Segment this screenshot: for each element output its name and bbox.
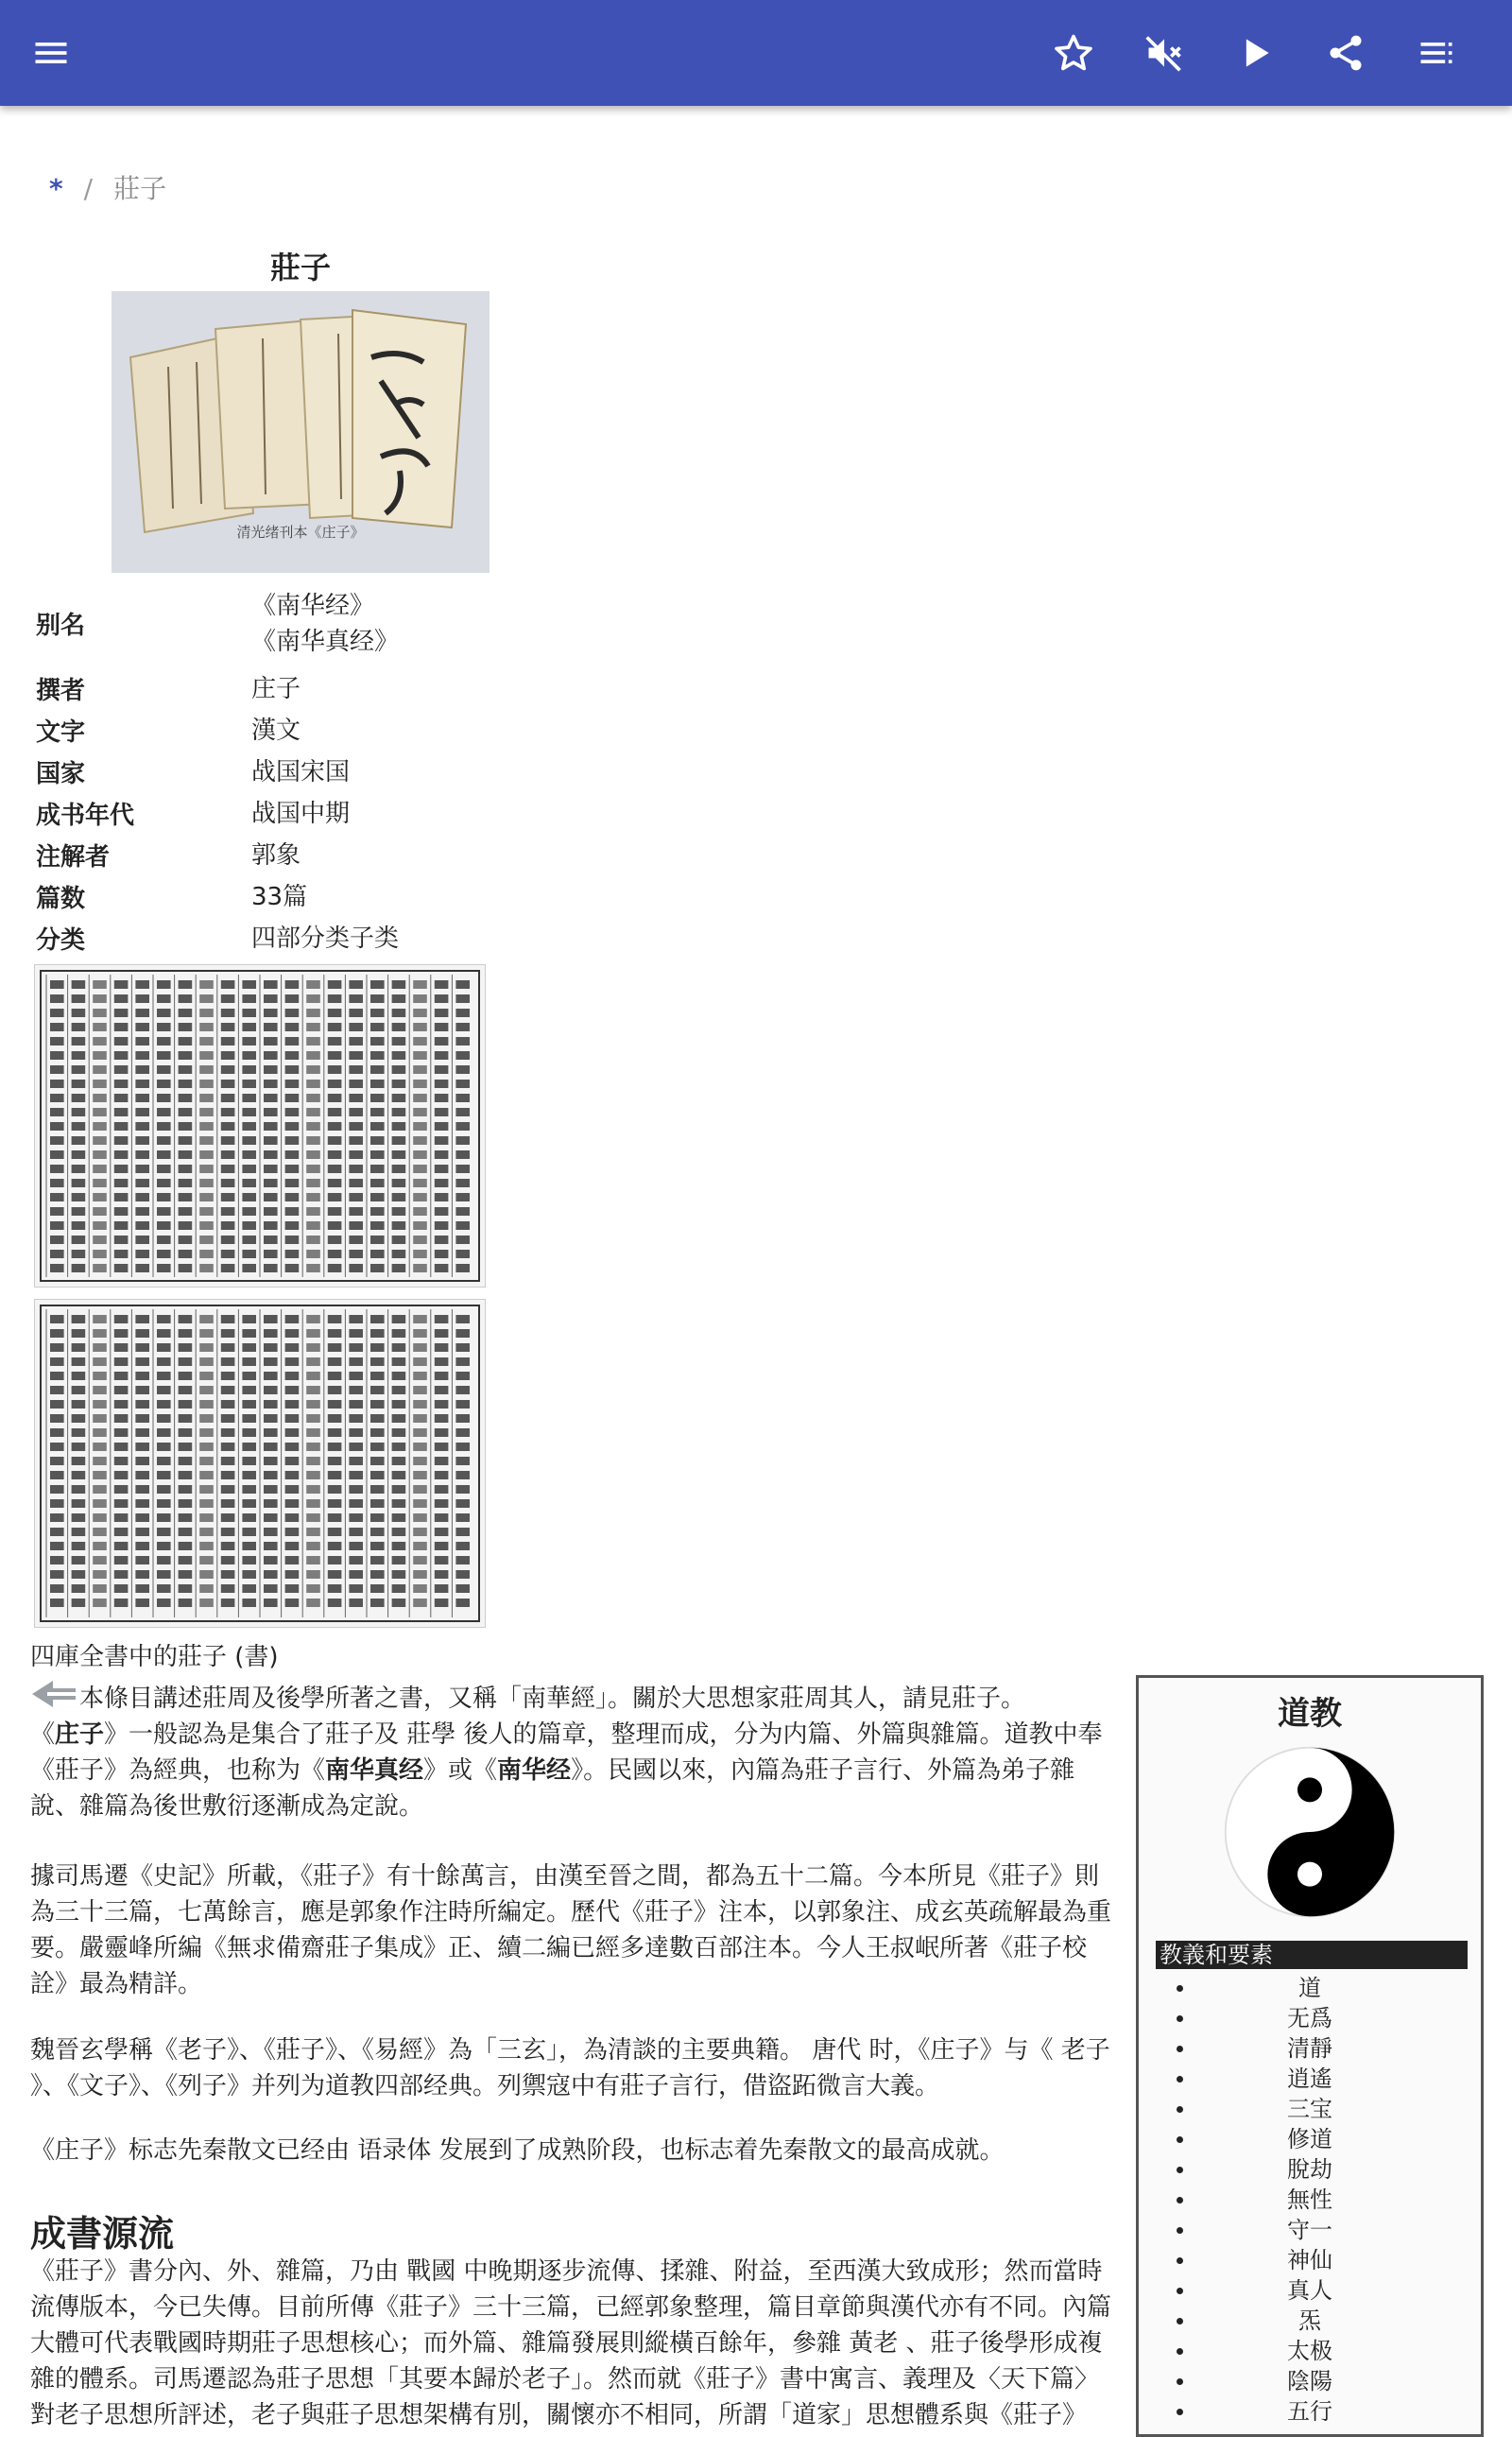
infobox-value-line[interactable]: 漢文 bbox=[251, 717, 301, 745]
infobox-value-line[interactable]: 《南华经》 bbox=[251, 592, 375, 620]
navbox-item[interactable] bbox=[1139, 2124, 1481, 2154]
xuanxue-text: 魏晉玄學稱《老子》、《莊子》、《易經》為「三玄」，為清談的主要典籍。 唐代 时，《庄子》与《 老子 》、《文子》、《列子》并列为道教四部经典。列禦寇中有莊子言行，借盜跖微言大義。 bbox=[30, 2036, 1110, 2100]
navbox-item-label: 太极 bbox=[1287, 2338, 1332, 2364]
infobox-row-value bbox=[251, 879, 629, 915]
infobox-value-line[interactable]: 郭象 bbox=[251, 841, 301, 870]
taoism-navbox bbox=[1136, 1675, 1484, 2437]
share-button[interactable] bbox=[1315, 23, 1376, 83]
contents-button[interactable] bbox=[1406, 23, 1467, 83]
navbox-item[interactable] bbox=[1139, 1973, 1481, 2003]
infobox-title: 莊子 bbox=[269, 250, 331, 285]
intro-text-1: 》一般認為是集合了莊子及 莊學 後人的篇章，整理而成，分为内篇、外篇與雜篇。道教中奉《莊子》為經典，也称为《 bbox=[30, 1720, 1103, 1785]
navbox-item[interactable] bbox=[1139, 2033, 1481, 2064]
navbox-item-label: 修道 bbox=[1287, 2126, 1332, 2152]
bold-alt-name-2: 南华经 bbox=[497, 1756, 572, 1785]
siku-scan-page-2[interactable] bbox=[34, 1299, 486, 1628]
history-text: 據司馬遷《史記》所載，《莊子》有十餘萬言，由漢至晉之間，都為五十二篇。今本所見《莊子》則為三十三篇，七萬餘言，應是郭象作注時所編定。歷代《莊子》注本，以郭象注、成玄英疏解最為重要。嚴靈峰所編《無求備齋莊子集成》正、續二編已經多達數百部注本。今人王叔岷所著《莊子校詮》最為精詳。 bbox=[30, 1862, 1112, 1998]
navbox-item[interactable] bbox=[1139, 2366, 1481, 2396]
menu-icon bbox=[30, 32, 72, 74]
infobox-value-line[interactable]: 33篇 bbox=[251, 883, 308, 911]
navbox-item-label: 真人 bbox=[1287, 2277, 1332, 2304]
navbox-item-label: 守一 bbox=[1287, 2217, 1332, 2243]
navbox-item-label: 脫劫 bbox=[1287, 2156, 1332, 2183]
navbox-item-label: 神仙 bbox=[1287, 2247, 1332, 2273]
breadcrumb-separator: / bbox=[83, 173, 94, 204]
navbox-item-label: 無性 bbox=[1287, 2186, 1332, 2213]
section-heading: 成書源流 bbox=[30, 2213, 175, 2255]
bullet-icon bbox=[1177, 2409, 1183, 2415]
star-outline-icon bbox=[1053, 32, 1094, 74]
navbox-item[interactable] bbox=[1139, 2215, 1481, 2245]
scan-image-2 bbox=[35, 1300, 485, 1627]
infobox-row-value bbox=[251, 713, 629, 749]
navbox-item-label: 道 bbox=[1298, 1975, 1321, 2001]
intro-text-2: 》或《 bbox=[423, 1756, 498, 1785]
menu-button[interactable] bbox=[21, 23, 81, 83]
infobox-row-value bbox=[251, 796, 629, 832]
scan-caption: 四庫全書中的莊子 (書) bbox=[30, 1643, 279, 1671]
navbox-item[interactable] bbox=[1139, 2275, 1481, 2306]
navbox-item[interactable] bbox=[1139, 2306, 1481, 2336]
infobox-row-label: 别名 bbox=[36, 612, 86, 640]
infobox-row-value bbox=[251, 921, 629, 957]
xuanxue-paragraph bbox=[30, 2032, 1115, 2104]
infobox-row-label: 文字 bbox=[36, 718, 86, 747]
bold-alt-name-1: 南华真经 bbox=[325, 1756, 424, 1785]
playlist-icon bbox=[1416, 32, 1457, 74]
bullet-icon bbox=[1177, 2167, 1183, 2173]
navbox-title[interactable]: 道教 bbox=[1278, 1695, 1342, 1733]
mute-button[interactable] bbox=[1134, 23, 1194, 83]
play-button[interactable] bbox=[1225, 23, 1285, 83]
hatnote-text: 本條目講述莊周及後學所著之書，又稱「南華經」。關於大思想家莊周其人，請見莊子。 bbox=[79, 1685, 1026, 1713]
bullet-icon bbox=[1177, 2227, 1183, 2234]
bullet-icon bbox=[1177, 2318, 1183, 2325]
infobox-book-photo[interactable] bbox=[112, 291, 490, 573]
bullet-icon bbox=[1177, 2378, 1183, 2385]
navbox-item[interactable] bbox=[1139, 2185, 1481, 2215]
navbox-item-label: 五行 bbox=[1287, 2398, 1332, 2425]
intro-text-3: 》。民國以來，內篇為莊子言行、外篇為弟子雜說、雜篇為後世敷衍逐漸成為定說。 bbox=[30, 1756, 1075, 1821]
bullet-icon bbox=[1177, 2046, 1183, 2052]
navbox-item[interactable] bbox=[1139, 2094, 1481, 2124]
bullet-icon bbox=[1177, 2015, 1183, 2022]
scan-image-1 bbox=[35, 965, 485, 1287]
infobox-row-label: 注解者 bbox=[36, 843, 111, 872]
prose-text: 《庄子》标志先秦散文已经由 语录体 发展到了成熟阶段，也标志着先秦散文的最高成就。 bbox=[30, 2136, 1005, 2165]
bullet-icon bbox=[1177, 2257, 1183, 2264]
bullet-icon bbox=[1177, 2348, 1183, 2355]
disambiguation-icon bbox=[28, 1675, 79, 1713]
infobox-row-label: 撰者 bbox=[36, 677, 86, 705]
intro-paragraph: 《庄子》一般認為是集合了莊子及 莊學 後人的篇章，整理而成，分为内篇、外篇與雜篇。道教中奉《莊子》為經典，也称为《南华真经》或《南华经》。民國以來，內篇為莊子言行、外篇為弟子雜說、雜篇為後世敷衍逐漸成為定說。 bbox=[30, 1720, 1103, 1821]
yin-yang-icon bbox=[1222, 1744, 1398, 1920]
infobox-row-label: 分类 bbox=[36, 926, 86, 955]
infobox-row-value bbox=[251, 838, 629, 873]
play-icon bbox=[1234, 32, 1276, 74]
share-icon bbox=[1325, 32, 1366, 74]
navbox-item-label: 无爲 bbox=[1287, 2005, 1332, 2031]
app-bar bbox=[0, 0, 1512, 106]
navbox-item[interactable] bbox=[1139, 2064, 1481, 2094]
breadcrumb-home-link[interactable]: * bbox=[49, 173, 63, 204]
bullet-icon bbox=[1177, 2106, 1183, 2113]
navbox-item[interactable] bbox=[1139, 2245, 1481, 2275]
volume-off-icon bbox=[1143, 32, 1185, 74]
bullet-icon bbox=[1177, 2288, 1183, 2294]
breadcrumb bbox=[49, 168, 166, 206]
infobox-value-line[interactable]: 四部分类子类 bbox=[251, 925, 400, 953]
photo-caption: 清光绪刊本《庄子》 bbox=[236, 524, 365, 541]
infobox-value-line[interactable]: 《南华真经》 bbox=[251, 628, 400, 656]
navbox-item[interactable] bbox=[1139, 2336, 1481, 2366]
bold-title: 庄子 bbox=[55, 1720, 105, 1749]
infobox-row-label: 成书年代 bbox=[36, 802, 135, 830]
bullet-icon bbox=[1177, 2197, 1183, 2204]
infobox-row-label: 国家 bbox=[36, 760, 86, 788]
infobox-row-value bbox=[251, 588, 629, 660]
navbox-item-label: 三宝 bbox=[1287, 2096, 1332, 2122]
navbox-item-label: 逍遙 bbox=[1287, 2065, 1332, 2092]
origin-text: 《莊子》書分內、外、雜篇，乃由 戰國 中晚期逐步流傳、揉雜、附益，至西漢大致成形；然而當時流傳版本，今已失傳。目前所傳《莊子》三十三篇，已經郭象整理，篇目章節與漢代亦有不同。內篇大體可代表戰國時期莊子思想核心；而外篇、雜篇發展則縱橫百餘年，參雜 黃老 、莊子後學形成複雜的體系。司馬遷認為莊子思想「其要本歸於老子」。然而就《莊子》書中寓言、義理及〈天下篇〉對老子思想所評述，老子與莊子思想架構有別，關懷亦不相同，所謂「道家」思想體系與《莊子》 bbox=[30, 2257, 1112, 2429]
prose-paragraph bbox=[30, 2133, 1115, 2169]
bullet-icon bbox=[1177, 2136, 1183, 2143]
navbox-item-label: 陰陽 bbox=[1287, 2368, 1332, 2394]
infobox-value-line[interactable]: 战国宋国 bbox=[251, 758, 351, 786]
favorite-button[interactable] bbox=[1043, 23, 1104, 83]
siku-scan-page-1[interactable] bbox=[34, 964, 486, 1288]
infobox-value-line[interactable]: 战国中期 bbox=[251, 800, 351, 828]
navbox-section-header: 教義和要素 bbox=[1156, 1941, 1468, 1969]
infobox-row-value bbox=[251, 671, 629, 707]
infobox-row-label: 篇数 bbox=[36, 885, 86, 913]
navbox-item-label: 清靜 bbox=[1287, 2035, 1332, 2062]
bullet-icon bbox=[1177, 2076, 1183, 2083]
history-paragraph bbox=[30, 1858, 1115, 2002]
infobox-value-line[interactable]: 庄子 bbox=[251, 675, 301, 703]
navbox-list bbox=[1139, 1973, 1481, 2427]
breadcrumb-current: 莊子 bbox=[113, 173, 167, 204]
infobox-row-value bbox=[251, 754, 629, 790]
origin-paragraph bbox=[30, 2254, 1115, 2433]
bullet-icon bbox=[1177, 1985, 1183, 1992]
hatnote bbox=[79, 1681, 1115, 1717]
navbox-item[interactable] bbox=[1139, 2154, 1481, 2185]
navbox-item[interactable] bbox=[1139, 2003, 1481, 2033]
navbox-item[interactable] bbox=[1139, 2396, 1481, 2427]
navbox-item-label: 炁 bbox=[1298, 2307, 1321, 2334]
